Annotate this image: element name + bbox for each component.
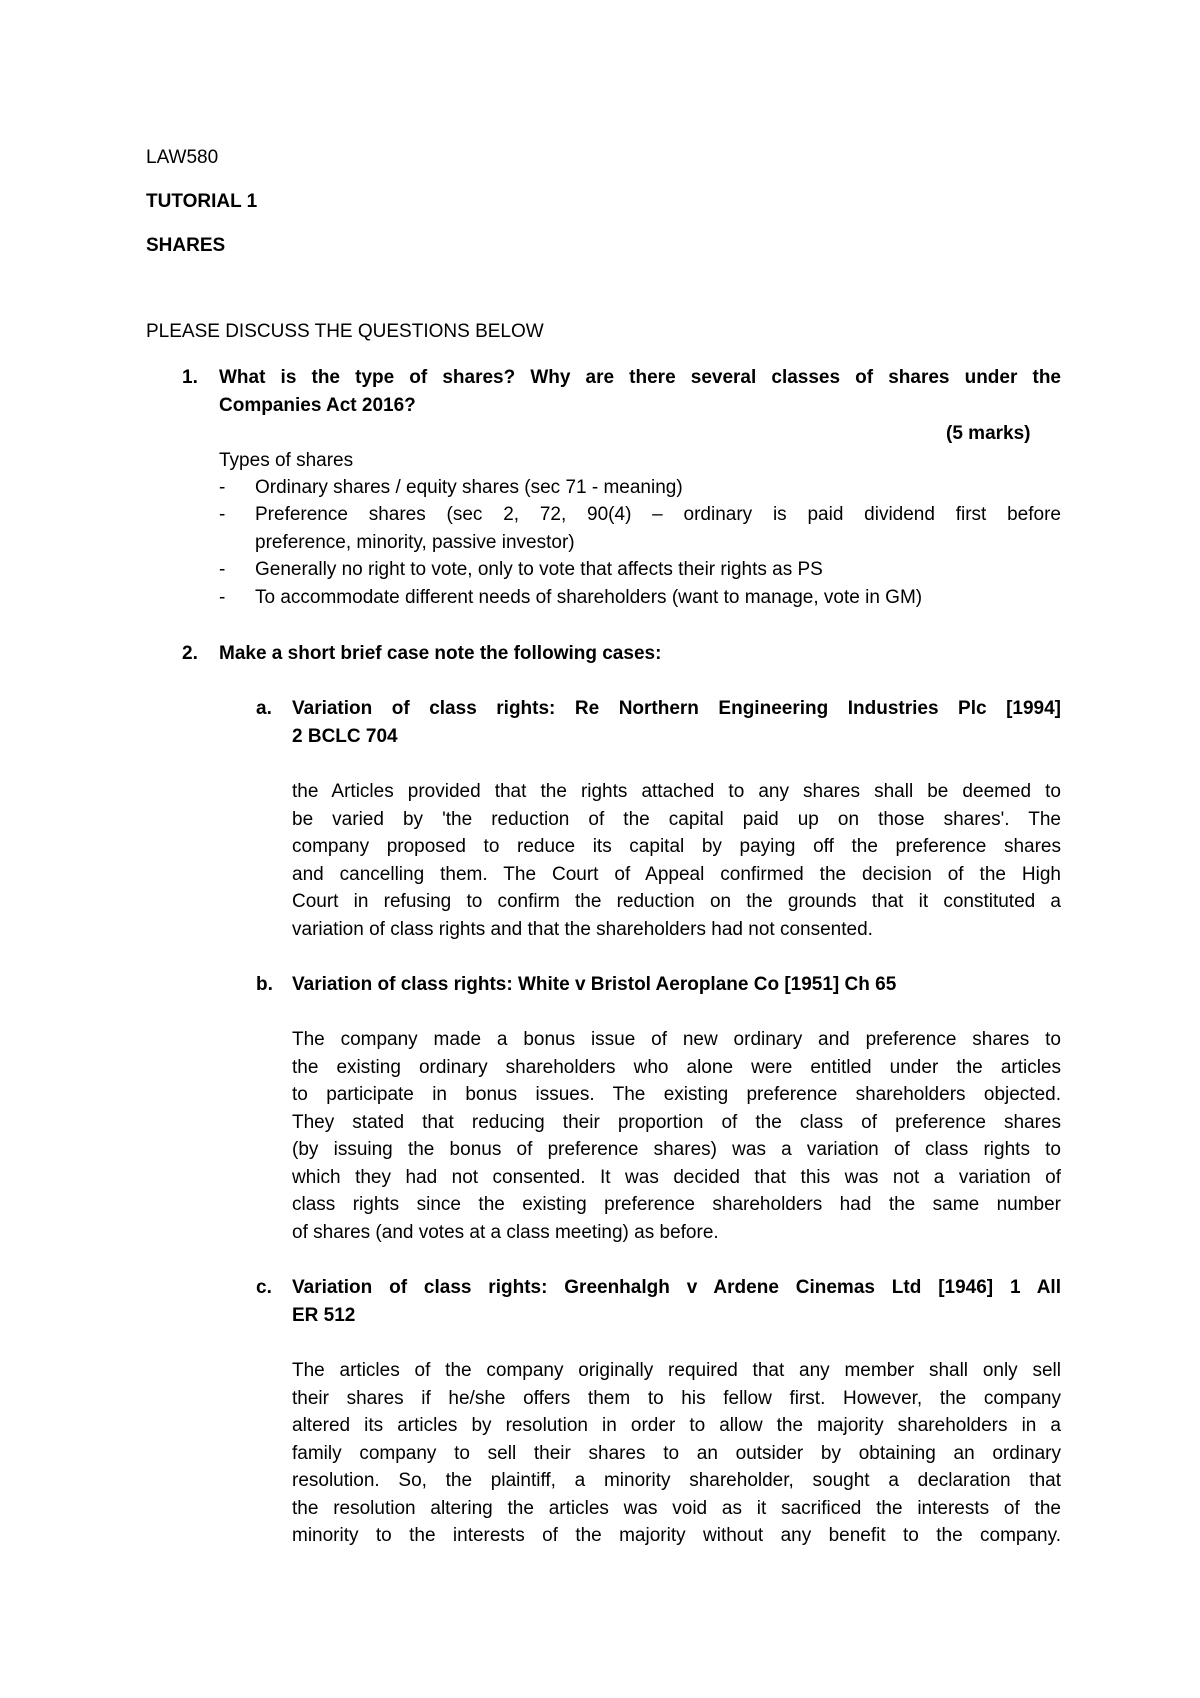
case-a-line: company proposed to reduce its capital by paying off the preference shares bbox=[292, 836, 1061, 857]
case-c-line: altered its articles by resolution in order to allow the majority shareholders in a bbox=[292, 1415, 1061, 1436]
case-c-line: minority to the interests of the majority without any benefit to the company. bbox=[292, 1525, 1061, 1546]
case-b-title: Variation of class rights: White v Bristol Aeroplane Co [1951] Ch 65 bbox=[292, 974, 897, 995]
case-a-line: the Articles provided that the rights attached to any shares shall be deemed to bbox=[292, 781, 1061, 802]
bullet-2 bbox=[255, 501, 1061, 556]
case-a-line: be varied by 'the reduction of the capital paid up on those shares'. The bbox=[292, 808, 1061, 830]
case-c-line: the resolution altering the articles was void as it sacrificed the interests of the bbox=[292, 1497, 1061, 1519]
case-a-letter: a. bbox=[256, 698, 272, 719]
bullet-2-line-1: Preference shares (sec 2, 72, 90(4) – ordinary is paid dividend first before bbox=[255, 504, 1061, 525]
bullet-dash: - bbox=[219, 504, 226, 525]
answer-1-heading: Types of shares bbox=[219, 450, 354, 471]
case-b-line: (by issuing the bonus of preference shares) was a variation of class rights to bbox=[292, 1139, 1061, 1160]
bullet-dash: - bbox=[219, 477, 226, 498]
bullet-4: To accommodate different needs of shareholders (want to manage, vote in GM) bbox=[255, 587, 923, 608]
case-c-title-line-2: ER 512 bbox=[292, 1304, 356, 1326]
question-1-line-1: What is the type of shares? Why are there several classes of shares under the bbox=[219, 367, 1061, 388]
question-2-number: 2. bbox=[182, 643, 198, 664]
question-1-line-2: Companies Act 2016? bbox=[219, 394, 416, 416]
case-a-note bbox=[292, 778, 1061, 943]
bullet-1: Ordinary shares / equity shares (sec 71 - meaning) bbox=[255, 477, 683, 498]
bullet-dash: - bbox=[219, 587, 226, 608]
case-b-note bbox=[292, 1026, 1061, 1246]
case-c-line: their shares if he/she offers them to his fellow first. However, the company bbox=[292, 1387, 1061, 1409]
case-b-line: the existing ordinary shareholders who alone were entitled under the articles bbox=[292, 1056, 1061, 1078]
case-b-line: class rights since the existing preference shareholders had the same number bbox=[292, 1194, 1061, 1215]
case-c-line: family company to sell their shares to an outsider by obtaining an ordinary bbox=[292, 1442, 1061, 1464]
question-2-text: Make a short brief case note the following cases: bbox=[219, 643, 662, 664]
case-c-title-line-1: Variation of class rights: Greenhalgh v Ardene Cinemas Ltd [1946] 1 All bbox=[292, 1277, 1061, 1298]
case-c-note bbox=[292, 1357, 1061, 1550]
case-c-line: The articles of the company originally required that any member shall only sell bbox=[292, 1360, 1061, 1381]
case-c-title bbox=[292, 1274, 1061, 1329]
case-c-letter: c. bbox=[256, 1277, 272, 1298]
case-a-line: Court in refusing to confirm the reduction on the grounds that it constituted a bbox=[292, 891, 1061, 912]
instruction-text: PLEASE DISCUSS THE QUESTIONS BELOW bbox=[146, 321, 544, 342]
tutorial-title: TUTORIAL 1 bbox=[146, 191, 258, 212]
case-b-line: of shares (and votes at a class meeting) as before. bbox=[292, 1221, 719, 1243]
case-b-line: The company made a bonus issue of new ordinary and preference shares to bbox=[292, 1029, 1061, 1050]
case-b-line: which they had not consented. It was decided that this was not a variation of bbox=[292, 1166, 1061, 1188]
case-c-line: resolution. So, the plaintiff, a minority shareholder, sought a declaration that bbox=[292, 1470, 1061, 1491]
question-1-marks: (5 marks) bbox=[946, 423, 1031, 444]
case-b-line: They stated that reducing their proportion of the class of preference shares bbox=[292, 1111, 1061, 1133]
course-code: LAW580 bbox=[146, 147, 219, 168]
bullet-3: Generally no right to vote, only to vote that affects their rights as PS bbox=[255, 559, 823, 580]
topic-title: SHARES bbox=[146, 235, 226, 256]
case-a-line: variation of class rights and that the shareholders had not consented. bbox=[292, 918, 873, 940]
case-a-line: and cancelling them. The Court of Appeal confirmed the decision of the High bbox=[292, 863, 1061, 885]
question-1-text bbox=[219, 364, 1061, 419]
question-1-number: 1. bbox=[182, 367, 198, 388]
case-a-title-line-1: Variation of class rights: Re Northern Engineering Industries Plc [1994] bbox=[292, 698, 1061, 719]
case-a-title-line-2: 2 BCLC 704 bbox=[292, 725, 398, 747]
bullet-dash: - bbox=[219, 559, 226, 580]
case-b-letter: b. bbox=[256, 974, 273, 995]
bullet-2-line-2: preference, minority, passive investor) bbox=[255, 531, 575, 553]
case-a-title bbox=[292, 695, 1061, 750]
case-b-line: to participate in bonus issues. The existing preference shareholders objected. bbox=[292, 1084, 1061, 1105]
